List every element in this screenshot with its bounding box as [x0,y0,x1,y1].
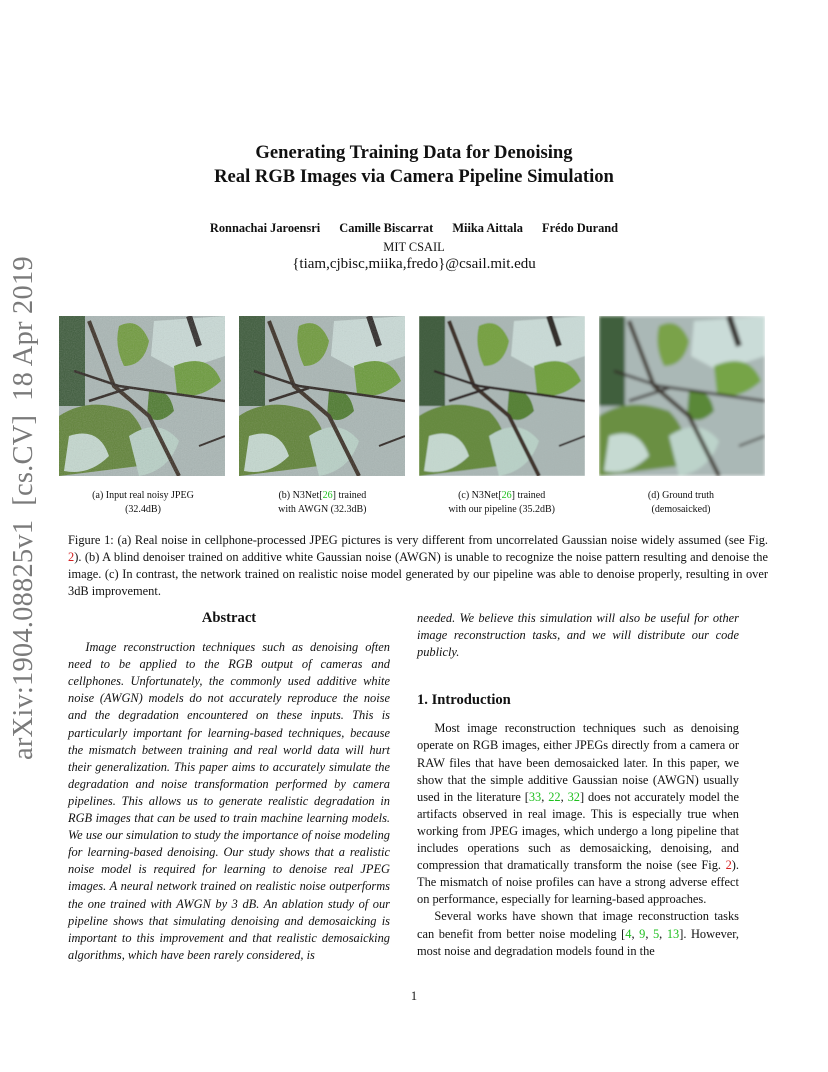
citation-link[interactable]: 32 [567,789,580,804]
caption-text: Figure 1: (a) Real noise in cellphone-processed JPEG pictures is very different from uncorrelated Gaussian noise widely assumed (see Fig. [68,533,768,547]
citation-link[interactable]: 13 [666,926,680,941]
paper-title-line-1: Generating Training Data for Denoising [255,142,573,163]
separator: , [631,926,640,941]
foliage-image-awgn [239,316,405,476]
separator: , [560,789,568,804]
subcaption-c [414,489,590,517]
paragraph-text: Most image reconstruction techniques such as denoising operate on RGB images, either JPEGs directly from a camera or RAW files that have been demosaicked later. In this paper, we show that the simple additive Gaussian noise (AWGN) usually used in the literature [ [417,721,739,804]
author-list [0,221,828,236]
paper-title-line-2: Real RGB Images via Camera Pipeline Simulation [214,166,614,187]
author: Ronnachai Jaroensri [209,221,321,235]
abstract-text: Image reconstruction techniques such as denoising often need to be applied to the RGB output of cameras and cellphones. Unfortunately, the commonly used additive white noise (AWGN) models do not accurately reproduce the noise and the degradation encountered on these inputs. This is particularly important for learning-based techniques, because the mismatch between training and real world data will hurt their generalization. This paper aims to accurately simulate the degradation and noise transformation performed by camera pipelines. This allows us to generate realistic degradation in RGB images that can be used to train machine learning models. We use our simulation to study the importance of noise modeling for learning-based denoising. Our study shows that a realistic noise model is required for learning to denoise real JPEG images. A neural network trained on realistic noise outperforms the one trained with AWGN by 3 dB. An ablation study of our pipeline shows that simulating denoising and demosaicking is important to this improvement and that realistic demosaicking algorithms, which have been rarely considered, is [68,640,390,962]
citation-link[interactable]: 26 [501,490,512,501]
subcaption-psnr: (32.4dB) [125,504,161,515]
author: Frédo Durand [542,221,619,235]
arxiv-date: 18 Apr 2019 [8,256,39,401]
subcaption-text: (a) Input real noisy JPEG [92,490,194,501]
author: Camille Biscarrat [339,221,434,235]
subcaption-text: (c) N3Net[ [458,490,502,501]
citation-link[interactable]: 33 [528,789,542,804]
arxiv-id[interactable]: arXiv:1904.08825v1 [8,519,39,760]
figure-reference-link[interactable]: 2 [68,550,75,564]
subcaption-b [234,489,410,517]
page-number: 1 [410,989,418,1003]
right-column [417,610,739,960]
introduction-paragraph [417,720,739,908]
paragraph-text: ] does not accurately model the artifacts observed in real image. This is especially true when working from JPEG images, which undergo a long pipeline that includes operations such as demosaicking, denoising, and compression that dramatically transform the noise (see Fig. [417,789,740,873]
foliage-image-noisy [59,316,225,476]
author-emails: {tiam,cjbisc,miika,fredo}@csail.mit.edu [292,256,536,272]
subcaption-psnr: with AWGN (32.3dB) [278,504,367,515]
citation-link[interactable]: 5 [652,926,660,941]
affiliation: MIT CSAIL [383,240,445,254]
abstract-heading: Abstract [201,610,257,626]
paragraph-text: ). The mismatch of noise profiles can have a strong adverse effect on performance, especially for learning-based approaches. [417,858,739,907]
paragraph-text: Several works have shown that image reconstruction tasks can benefit from better noise modeling [ [417,909,739,941]
subcaption-text: ] trained [332,490,367,501]
separator: , [645,926,653,941]
separator: , [659,926,667,941]
abstract-section [68,610,390,964]
foliage-image-pipeline [419,316,585,476]
subcaption-text: (d) Ground truth [647,490,715,501]
subcaption-psnr: with our pipeline (35.2dB) [448,504,555,515]
subcaption-text: (b) N3Net[ [278,490,323,501]
figure-1-caption [68,532,768,600]
separator: , [541,789,549,804]
figure-panel-noisy-input [59,316,225,476]
subcaption-text: ] trained [511,490,546,501]
figure-panel-ground-truth [599,316,765,476]
paragraph-text: ]. However, most noise and degradation models found in the [417,926,740,958]
arxiv-stamp [8,242,40,760]
arxiv-category: [cs.CV] [8,414,39,506]
author: Miika Aittala [452,221,523,235]
citation-link[interactable]: 26 [322,490,333,501]
subcaption-note: (demosaicked) [651,504,711,515]
paper-title [0,141,828,189]
introduction-heading: 1. Introduction [417,692,511,709]
figure-1-images [59,316,765,476]
foliage-image-ground-truth [599,316,765,476]
subcaption-d [593,489,769,517]
introduction-paragraph [417,908,739,959]
citation-link[interactable]: 4 [625,926,632,941]
citation-link[interactable]: 9 [639,926,646,941]
abstract-text-continued: needed. We believe this simulation will also be useful for other image reconstruction tasks, and we will distribute our code publicly. [417,611,739,660]
caption-text: ). (b) A blind denoiser trained on additive white Gaussian noise (AWGN) is unable to recognize the noise pattern resulting and denoise the image. (c) In contrast, the network trained on realistic noise model generated by our pipeline was able to denoise properly, resulting in over 3dB improvement. [68,550,768,598]
subcaption-a [55,489,231,517]
figure-panel-awgn-output [239,316,405,476]
citation-link[interactable]: 22 [548,789,561,804]
figure-panel-pipeline-output [419,316,585,476]
figure-1-subcaptions [55,489,769,517]
introduction-section [417,720,739,959]
figure-reference-link[interactable]: 2 [725,858,732,873]
